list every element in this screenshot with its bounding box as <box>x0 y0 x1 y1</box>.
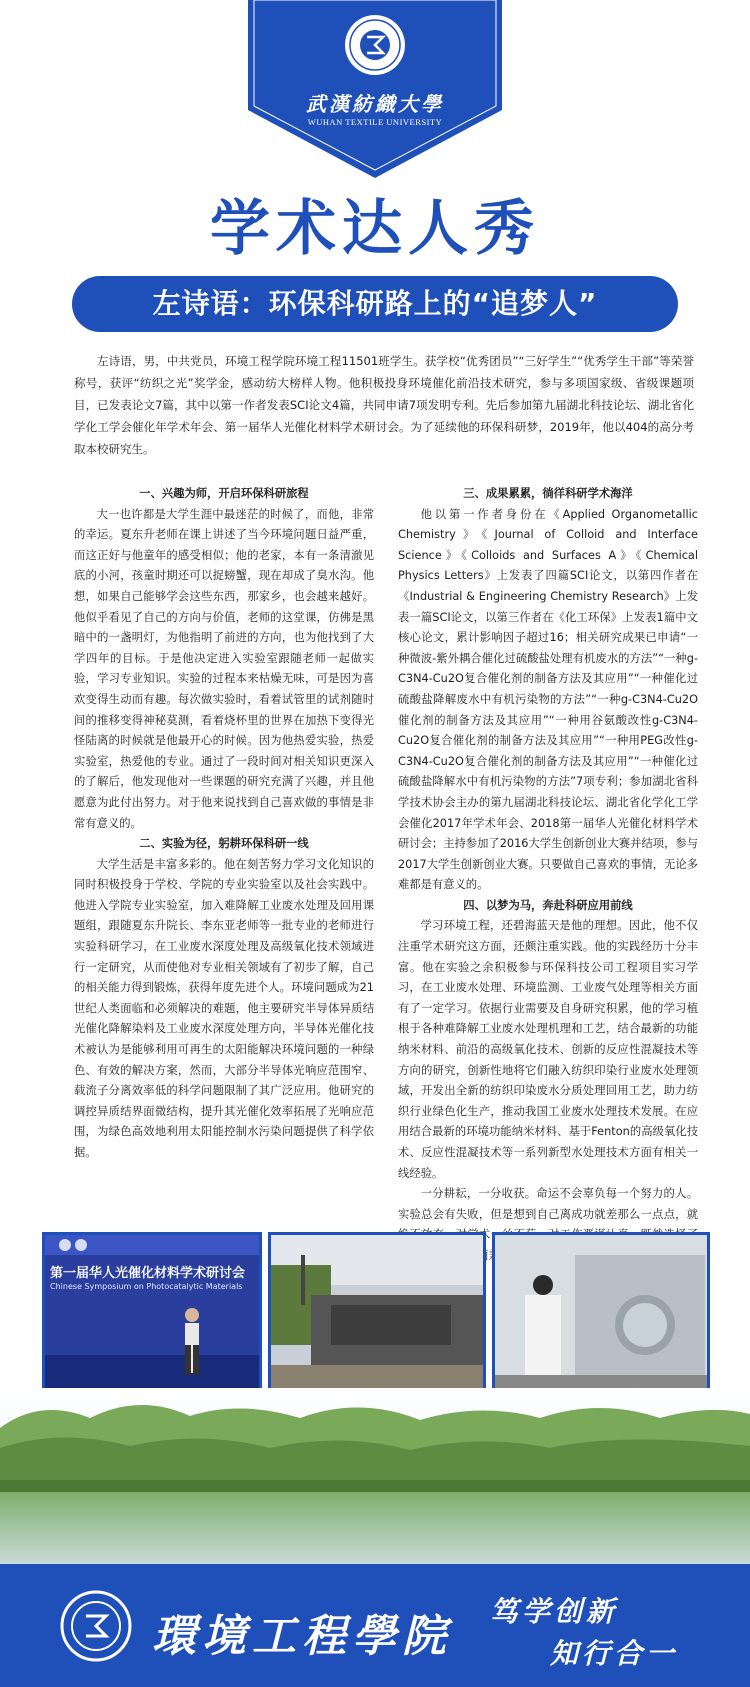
landscape-scenery <box>0 1388 750 1564</box>
section-1-paragraph: 大一也许都是大学生涯中最迷茫的时候了，而他，非常的幸运。夏东升老师在课上讲述了当今环境问题日益严重，而这正好与他童年的感受相似；他的老家，本有一条清澈见底的小河，孩童时期还可以捉螃蟹，现在却成了臭水沟。他想，如果自己能够学会这些东西，那家乡，也会越来越好。他似乎看见了自己的方向与价值，老师的这堂课，仿佛是黑暗中的一盏明灯，为他指明了前进的方向，也为他找到了大学四年的目标。于是他决定进入实验室跟随老师一起做实验，学习专业知识。实验的过程本来枯燥无味，可是因为喜欢变得生动而有趣。每次做实验时，看着试管里的试剂随时间的推移变得神秘莫测，看着烧杯里的世界在加热下变得光怪陆离的时候就是他最开心的时候。因为他热爱实验，热爱实验室，热爱他的专业。通过了一段时间对相关知识更深入的了解后，他发现他对一些课题的研究充满了兴趣，并且他愿意为此付出努力。对于他来说找到自己喜欢做的事情是非常有意义的。 <box>74 507 374 830</box>
section-3-paragraph: 他以第一作者身份在《Applied Organometallic Chemistry》《Journal of Colloid and Interface Science》《Colloids and Surfaces A》《Chemical Physics Letters》上发表了四篇SCI论文，以第四作者在《Industrial & Engineering Chemistry Research》上发表一篇SCI论文，以第三作者在《化工环保》上发表1篇中文核心论文，累计影响因子超过16；相关研究成果已申请“一种微波-紫外耦合催化过硫酸盐处理有机废水的方法”“一种g-C3N4-Cu2O复合催化剂的制备方法及其应用”“一种催化过硫酸盐降解废水中有机污染物的方法”“一种g-C3N4-Cu2O催化剂的制备方法及其应用”“一种用谷氨酸改性g-C3N4-Cu2O复合催化剂的制备方法及其应用”“一种用PEG改性g-C3N4-Cu2O复合催化剂的制备方法及其应用”“一种催化过硫酸盐降解水中有机污染物的方法”7项专利；参加湖北省科学技术协会主办的第九届湖北科技论坛、湖北省化学化工学会催化2017年学术年会、2018第一届华人光催化材料学术研讨会；主持参加了2016大学生创新创业大赛并结项，参与2017大学生创新创业大赛。只要做自己喜欢的事情，无论多难都是有意义的。 <box>398 507 698 892</box>
section-4-paragraph-2: 一分耕耘，一分收获。命运不会辜负每一个努力的人。实验总会有失败，但是想到自己离成功就差那么一点点，就 术一 顾风雨兼程。 <box>398 1187 698 1262</box>
left-column <box>74 484 374 1164</box>
motto-line-1: 笃学创新 <box>490 1595 619 1628</box>
college-name: 環境工程學院 <box>152 1611 452 1662</box>
photo-symposium-subtitle: Chinese Symposium on Photocatalytic Materials <box>50 1282 243 1291</box>
photo-lab <box>492 1232 710 1394</box>
photo-symposium <box>42 1232 262 1394</box>
section-heading-1: 一、兴趣为师，开启环保科研旅程 <box>139 487 309 500</box>
section-2-paragraph: 大学生活是丰富多彩的。他在刻苦努力学习文化知识的同时积极投身于学校、学院的专业实验室以及社会实践中。他进入学院专业实验室，加入难降解工业废水处理及回用课题组，跟随夏东升院长、李东亚老师等一批专业的老师进行实验科研学习，在工业废水深度处理及高级氧化技术领域进行一定研究，从而使他对专业相关领域有了初步了解，自己的相关能力得到锻炼，获得年度先进个人。环境问题成为21世纪人类面临和必须解决的难题，他主要研究半导体异质结光催化降解染料及工业废水深度处理方向，半导体光催化技术被认为是能够利用可再生的太阳能解决环境问题的一种绿色、有效的解决方案，然而，大部分半导体光响应范围窄、载流子分离效率低的科学问题限制了其广泛应用。他研究的调控异质结界面微结构，提升其光催化效率拓展了光响应范围，为绿色高效地利用太阳能控制水污染问题提供了科学依据。 <box>74 857 374 1159</box>
section-heading-2: 二、实验为径，躬耕环保科研一线 <box>139 837 309 851</box>
section-4-paragraph-1: 学习环境工程，还碧海蓝天是他的理想。因此，他不仅注重学术研究这方面，还颇注重实践。他的实践经历十分丰富。他在实验之余积极参与环保科技公司工程项目实习学习，在工业废水处理、环境监测、工业废气处理等相关方面有了一定学习。依据行业需要及自身研究积累，他的学习植根于各种难降解工业废水处理机理和工艺，结合最新的功能纳米材料、前沿的高级氧化技术、创新的反应性混凝技术等方向的研究，创新性地将它们融入纺织印染行业废水处理领域，开发出全新的纺织印染废水分质处理回用工艺，助力纺织行业绿色化生产，推动我国工业废水处理技术发展。在应用结合最新的环境功能纳米材料、基于Fenton的高级氧化技术、反应性混凝技术等一系列新型水处理技术方面有相关一线经验。 <box>398 919 698 1180</box>
page-title: 学术达人秀 <box>210 194 540 264</box>
school-name-cn: 武漢紡織大學 <box>306 92 444 116</box>
photo-facility <box>268 1232 486 1394</box>
motto-line-2: 知行合一 <box>550 1637 679 1670</box>
photo-symposium-title: 第一届华人光催化材料学术研讨会 <box>50 1266 246 1281</box>
school-name-en: WUHAN TEXTILE UNIVERSITY <box>307 117 443 127</box>
right-column <box>398 484 698 1267</box>
section-heading-4: 四、以梦为马，奔赴科研应用前线 <box>463 898 633 912</box>
page-subtitle: 左诗语：环保科研路上的“追梦人” <box>152 287 598 320</box>
university-seal-icon <box>345 15 405 75</box>
intro-paragraph: 左诗语，男，中共党员，环境工程学院环境工程11501班学生。获学校“优秀团员”“三好学生”“优秀学生干部”等荣誉称号，获评“纺织之光”奖学金，感动纺大榜样人物。他积极投身环境催化前沿技术研究，参与多项国家级、省级课题项目，已发表论文7篇，其中以第一作者发表SCI论文4篇，共同申请7项发明专利。先后参加第九届湖北科技论坛、湖北省化学化工学会催化年学术年会、第一届华人光催化材料学术研讨会。为了延续他的环保科研梦，2019年，他以404的高分考取本校研究生。 <box>74 354 694 456</box>
section-heading-3: 三、成果累累，徜徉科研学术海洋 <box>463 487 633 500</box>
university-seal-icon <box>60 1590 132 1662</box>
